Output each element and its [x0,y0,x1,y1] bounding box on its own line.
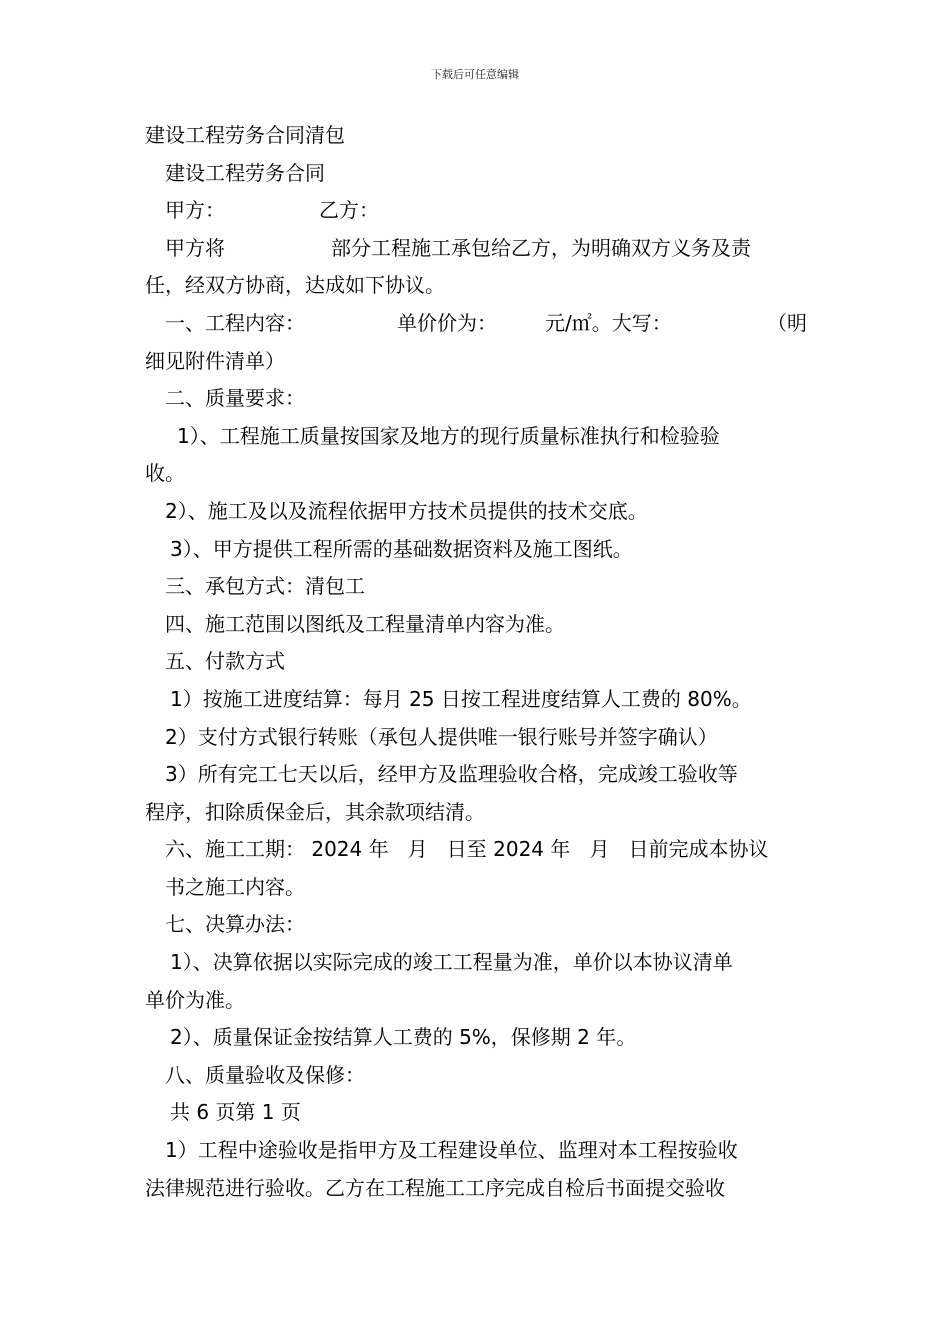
section-5-heading: 五、付款方式 [165,649,285,674]
page-marker: 共 6 页第 1 页 [170,1100,301,1125]
section-5-item-3: 3）所有完工七天以后，经甲方及监理验收合格，完成竣工验收等 [165,762,738,787]
intro-party-a: 甲方将 [165,235,225,260]
unit-price-label: 单价价为： [397,310,497,335]
section-2-item-2: 2）、施工及以及流程依据甲方技术员提供的技术交底。 [165,498,648,523]
document-title: 建设工程劳务合同清包 [145,123,345,147]
section-5-item-2: 2）支付方式银行转账（承包人提供唯一银行账号并签字确认） [165,724,718,749]
section-7-item-2: 2）、质量保证金按结算人工费的 5%，保修期 2 年。 [170,1025,637,1050]
section-2-item-1-continuation: 收。 [145,461,185,486]
section-1-continuation: 细见附件清单） [145,348,285,373]
section-6-heading: 六、施工工期： 2024 年 月 日至 2024 年 月 日前完成本协议 [165,837,769,862]
document-body [145,117,807,1207]
section-2-item-1: 1）、工程施工质量按国家及地方的现行质量标准执行和检验验 [177,423,720,448]
section-4-heading: 四、施工范围以图纸及工程量清单内容为准。 [165,611,565,636]
intro-line [145,230,807,268]
detail-paren: （明 [767,310,807,335]
intro-continuation: 任，经双方协商，达成如下协议。 [145,273,445,298]
section-8-heading: 八、质量验收及保修： [165,1062,365,1087]
party-b-label: 乙方： [319,198,379,223]
section-5-item-1: 1）按施工进度结算：每月 25 日按工程进度结算人工费的 80%。 [170,686,752,711]
section-8-item-1: 1）工程中途验收是指甲方及工程建设单位、监理对本工程按验收 [165,1138,738,1163]
section-8-item-1-continuation: 法律规范进行验收。乙方在工程施工工序完成自检后书面提交验收 [145,1175,725,1200]
section-1-label: 一、工程内容： [165,310,305,335]
section-7-item-1: 1）、决算依据以实际完成的竣工工程量为准，单价以本协议清单 [170,950,733,975]
intro-text: 部分工程施工承包给乙方，为明确双方义务及责 [331,235,751,260]
section-3-heading: 三、承包方式：清包工 [165,574,365,599]
section-7-item-1-continuation: 单价为准。 [145,987,245,1012]
section-2-heading: 二、质量要求： [165,386,305,411]
parties-line [145,192,807,230]
page-header-note: 下载后可任意编辑 [431,68,519,81]
section-5-item-3-continuation: 程序，扣除质保金后，其余款项结清。 [145,799,485,824]
section-7-heading: 七、决算办法： [165,912,305,937]
unit-label: 元/㎡。大写： [545,310,672,335]
party-a-label: 甲方： [165,198,225,223]
section-1-line [145,305,807,343]
contract-subtitle: 建设工程劳务合同 [165,160,325,185]
section-6-continuation: 书之施工内容。 [165,874,305,899]
section-2-item-3: 3）、甲方提供工程所需的基础数据资料及施工图纸。 [170,536,633,561]
